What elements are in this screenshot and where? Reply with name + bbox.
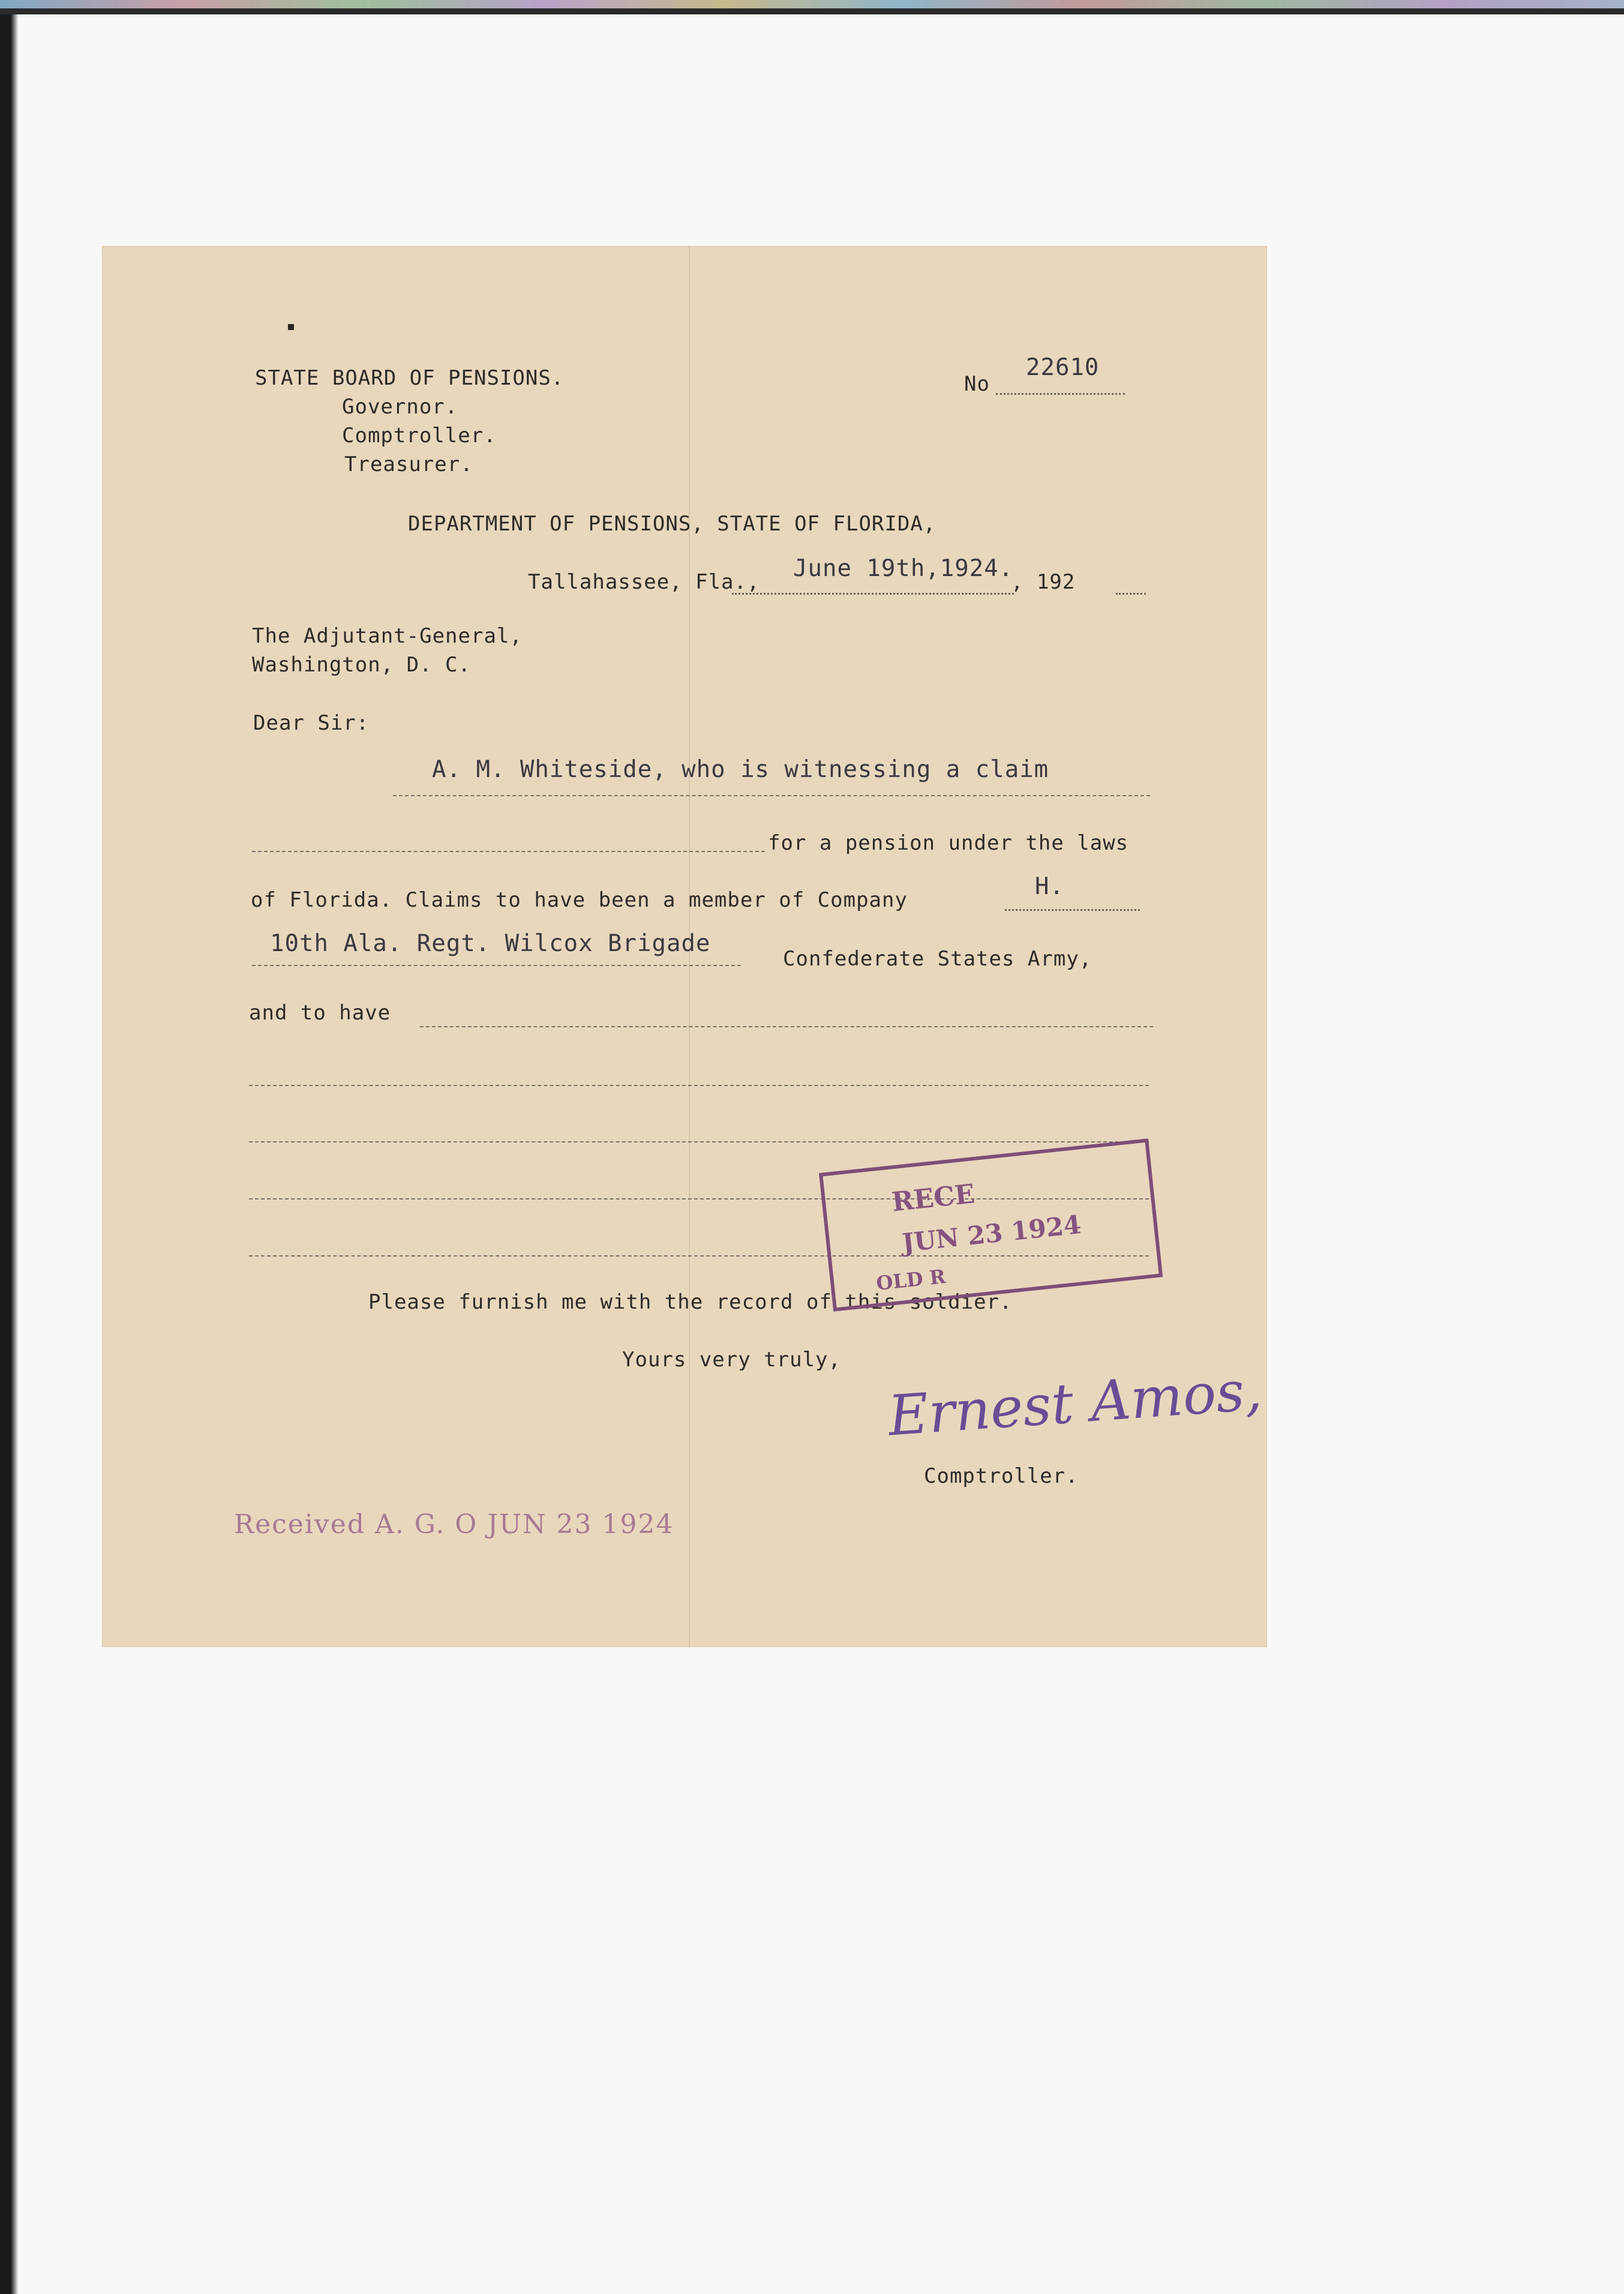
closing: Yours very truly,: [622, 1348, 841, 1372]
claim-blank-line: [252, 851, 765, 852]
blank-line-2: [249, 1085, 1149, 1086]
number-dotted-line: [996, 393, 1125, 395]
paper-speck: [288, 324, 294, 330]
stamp-line-1: RECE: [890, 1179, 977, 1218]
scan-top-strip: [0, 0, 1624, 14]
salutation: Dear Sir:: [253, 711, 370, 735]
addressee-line-2: Washington, D. C.: [252, 653, 471, 677]
body-line-5: and to have: [249, 1001, 391, 1025]
pension-letter-document: [102, 246, 1267, 1647]
place-label: Tallahassee, Fla.,: [528, 570, 760, 594]
regiment-underline: [252, 965, 741, 966]
signature-title: Comptroller.: [924, 1464, 1079, 1488]
addressee-line-1: The Adjutant-General,: [252, 624, 523, 648]
regiment-typed: 10th Ala. Regt. Wilcox Brigade: [270, 930, 711, 957]
body-line-3: of Florida. Claims to have been a member of Company: [251, 888, 908, 912]
board-heading: STATE BOARD OF PENSIONS.: [255, 366, 565, 390]
year-dotted-line: [1116, 593, 1146, 595]
member-comptroller: Comptroller.: [342, 424, 497, 448]
request-line: Please furnish me with the record of this soldier.: [368, 1290, 1013, 1314]
department-line: DEPARTMENT OF PENSIONS, STATE OF FLORIDA,: [408, 512, 936, 536]
file-number: 22610: [1026, 354, 1100, 381]
year-prefix: , 192: [1011, 570, 1076, 594]
body-line-2: for a pension under the laws: [768, 831, 1129, 855]
stamp-line-2: JUN 23 1924: [900, 1209, 1083, 1258]
received-ago-stamp: Received A. G. O JUN 23 1924: [234, 1509, 674, 1540]
number-label: No: [964, 372, 990, 396]
body-line-4: Confederate States Army,: [783, 947, 1092, 971]
company-dotted-line: [1005, 909, 1140, 911]
received-rubber-stamp: [819, 1138, 1163, 1311]
signature: Ernest Amos,: [886, 1358, 1264, 1449]
blank-line-3: [249, 1141, 1149, 1142]
member-governor: Governor.: [342, 395, 458, 419]
claimant-line: [393, 795, 1150, 796]
scan-left-edge: [0, 14, 18, 2294]
date-dotted-line: [732, 593, 1014, 595]
stamp-line-3: OLD R: [875, 1264, 947, 1295]
company-typed: H.: [1035, 873, 1064, 900]
member-treasurer: Treasurer.: [344, 452, 473, 476]
claimant-typed: A. M. Whiteside, who is witnessing a claim: [432, 756, 1049, 783]
typed-date: June 19th,1924.: [793, 555, 1014, 582]
blank-line-1: [420, 1026, 1153, 1027]
